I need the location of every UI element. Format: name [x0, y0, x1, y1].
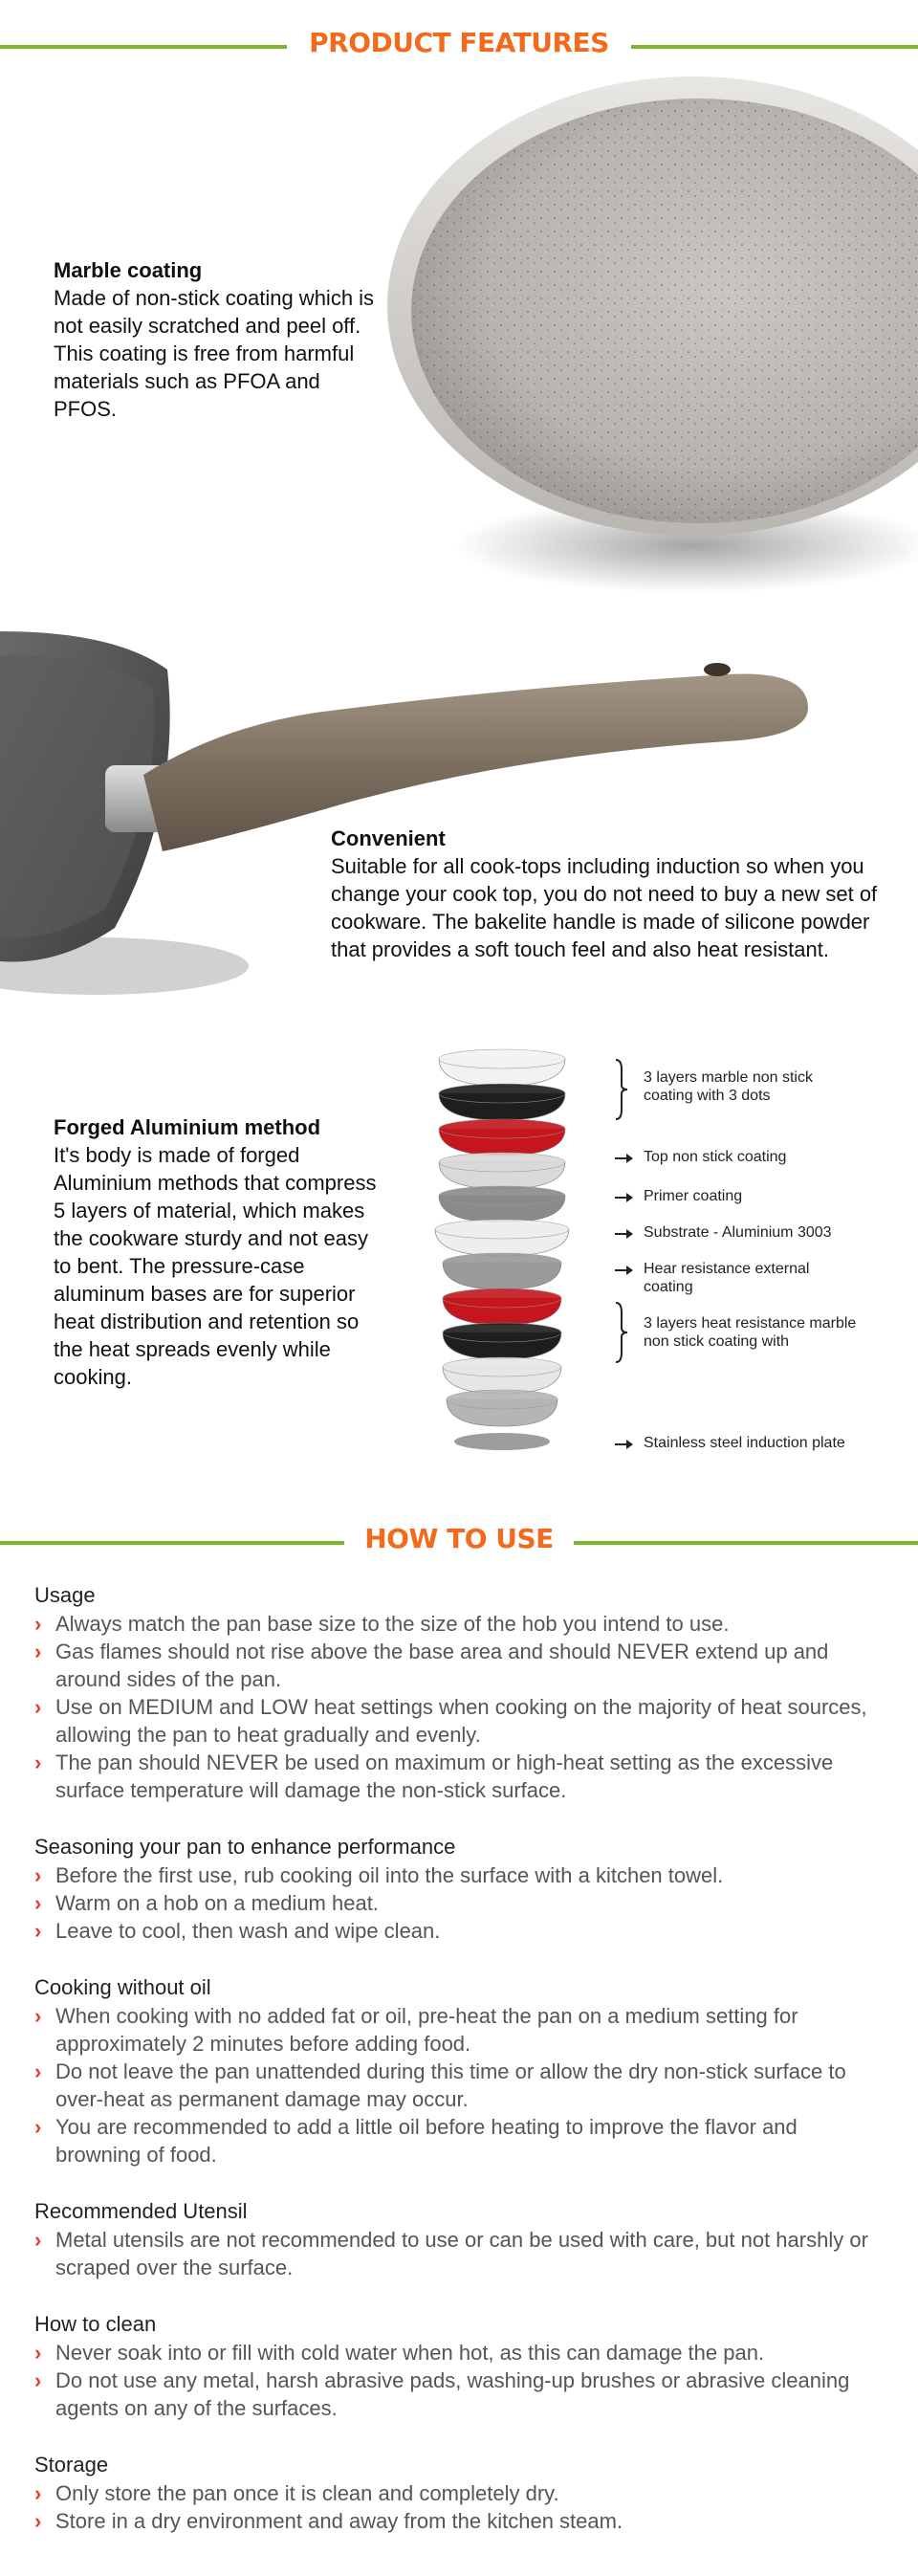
how-to-use-header	[0, 1523, 918, 1561]
arrow-icon	[615, 1157, 632, 1159]
layer-label-marble-bottom: 3 layers heat resistance marble non stick coating with	[644, 1315, 857, 1350]
chevron-right-icon: ›	[34, 2115, 42, 2139]
instruction-list	[34, 2479, 876, 2535]
feature-description: It's body is made of forged Aluminium methods that compress 5 layers of material, which makes the cookware sturdy and not easy to bent. The pressure-case aluminum bases are for superior heat distribution and retention so the heat spreads evenly while cooking.	[54, 1143, 377, 1389]
layer-label-marble-top: 3 layers marble non stick coating with 3 dots	[644, 1069, 813, 1104]
chevron-right-icon: ›	[34, 2059, 42, 2083]
chevron-right-icon: ›	[34, 1612, 42, 1636]
feature-title: Forged Aluminium method	[54, 1115, 321, 1139]
group-title: Cooking without oil	[34, 1975, 211, 1999]
feature-convenient	[331, 825, 905, 963]
coating-layer	[443, 1357, 561, 1394]
product-features-header	[0, 27, 918, 65]
coating-layer	[439, 1153, 565, 1189]
bracket-icon	[614, 1301, 629, 1364]
instruction-item	[34, 2113, 876, 2169]
chevron-right-icon: ›	[34, 2509, 42, 2533]
section-title: PRODUCT FEATURES	[309, 27, 609, 58]
layer-stack-diagram	[421, 1038, 583, 1459]
induction-plate	[454, 1433, 550, 1450]
instruction-text: When cooking with no added fat or oil, pre-heat the pan on a medium setting for approximately 2 minutes before adding food.	[55, 2004, 798, 2056]
instruction-item	[34, 1693, 876, 1749]
instruction-item	[34, 2002, 876, 2058]
howto-group	[34, 1581, 876, 1804]
instruction-text: Leave to cool, then wash and wipe clean.	[55, 1919, 441, 1943]
instruction-text: Do not leave the pan unattended during this time or allow the dry non-stick surface to over-heat as permanent damage may occur.	[55, 2059, 846, 2111]
instruction-text: Before the first use, rub cooking oil into the surface with a kitchen towel.	[55, 1863, 724, 1887]
pan-interior-image	[378, 67, 918, 622]
feature-description: Suitable for all cook-tops including induction so when you change your cook top, you do not need to buy a new set of cookware. The bakelite handle is made of silicone powder that provides a soft touch feel and also heat resistant.	[331, 854, 878, 961]
instruction-text: The pan should NEVER be used on maximum or high-heat setting as the excessive surface temperature will damage the non-stick surface.	[55, 1750, 834, 1802]
instruction-list	[34, 1861, 876, 1945]
arrow-icon	[615, 1443, 632, 1445]
coating-layer	[439, 1084, 565, 1120]
chevron-right-icon: ›	[34, 2004, 42, 2028]
chevron-right-icon: ›	[34, 2481, 42, 2505]
instruction-text: Store in a dry environment and away from the kitchen steam.	[55, 2509, 623, 2533]
group-title: Usage	[34, 1583, 96, 1607]
feature-title: Convenient	[331, 826, 446, 850]
instruction-item	[34, 1638, 876, 1693]
group-title: How to clean	[34, 2312, 157, 2336]
instruction-text: Warm on a hob on a medium heat.	[55, 1891, 379, 1915]
chevron-right-icon: ›	[34, 2368, 42, 2392]
coating-layer	[439, 1186, 565, 1222]
coating-layer	[439, 1119, 565, 1156]
instruction-text: Metal utensils are not recommended to use or can be used with care, but not harshly or scraped over the surface.	[55, 2228, 868, 2279]
instruction-item	[34, 2367, 876, 2422]
layer-label-external-coating: Hear resistance external coating	[644, 1261, 810, 1295]
layer-label-top-coating: Top non stick coating	[644, 1149, 787, 1165]
chevron-right-icon: ›	[34, 2228, 42, 2252]
arrow-icon	[615, 1233, 632, 1235]
feature-forged-aluminium	[54, 1113, 379, 1391]
instruction-item	[34, 2479, 876, 2507]
instruction-text: Gas flames should not rise above the base area and should NEVER extend up and around sides of the pan.	[55, 1640, 829, 1691]
instruction-item	[34, 1889, 876, 1917]
instruction-list	[34, 2339, 876, 2422]
instruction-item	[34, 1917, 876, 1945]
howto-group	[34, 2451, 876, 2535]
instruction-text: Never soak into or fill with cold water when hot, as this can damage the pan.	[55, 2341, 765, 2365]
coating-layer	[443, 1288, 561, 1325]
chevron-right-icon: ›	[34, 1919, 42, 1943]
chevron-right-icon: ›	[34, 1640, 42, 1663]
coating-layer	[439, 1049, 565, 1086]
howto-group	[34, 1833, 876, 1945]
section-title: HOW TO USE	[364, 1523, 554, 1554]
howto-group	[34, 2197, 876, 2281]
instruction-text: Do not use any metal, harsh abrasive pads, washing-up brushes or abrasive cleaning agents on any of the surfaces.	[55, 2368, 850, 2420]
instruction-item	[34, 2339, 876, 2367]
chevron-right-icon: ›	[34, 2341, 42, 2365]
how-to-use-content	[34, 1581, 876, 2564]
instruction-text: Only store the pan once it is clean and completely dry.	[55, 2481, 559, 2505]
instruction-item	[34, 2058, 876, 2113]
coating-layer	[443, 1253, 561, 1289]
instruction-list	[34, 2002, 876, 2169]
feature-title: Marble coating	[54, 258, 203, 282]
feature-marble-coating	[54, 256, 388, 423]
chevron-right-icon: ›	[34, 1750, 42, 1774]
chevron-right-icon: ›	[34, 1891, 42, 1915]
instruction-text: You are recommended to add a little oil before heating to improve the flavor and browning of food.	[55, 2115, 798, 2167]
coating-layer	[447, 1390, 557, 1426]
coating-layer	[443, 1323, 561, 1359]
layer-label-induction-plate: Stainless steel induction plate	[644, 1435, 845, 1451]
feature-description: Made of non-stick coating which is not easily scratched and peel off. This coating is free from harmful materials such as PFOA and PFOS.	[54, 286, 375, 421]
bracket-icon	[614, 1058, 629, 1121]
instruction-item	[34, 1749, 876, 1804]
layer-label-substrate: Substrate - Aluminium 3003	[644, 1224, 832, 1241]
instruction-item	[34, 2507, 876, 2535]
instruction-item	[34, 1610, 876, 1638]
arrow-icon	[615, 1197, 632, 1199]
instruction-item	[34, 2226, 876, 2281]
instruction-list	[34, 1610, 876, 1804]
layer-label-primer: Primer coating	[644, 1188, 743, 1204]
chevron-right-icon: ›	[34, 1863, 42, 1887]
instruction-item	[34, 1861, 876, 1889]
arrow-icon	[615, 1269, 632, 1271]
instruction-text: Use on MEDIUM and LOW heat settings when cooking on the majority of heat sources, allowing the pan to heat gradually and evenly.	[55, 1695, 867, 1747]
group-title: Recommended Utensil	[34, 2199, 248, 2223]
instruction-text: Always match the pan base size to the size of the hob you intend to use.	[55, 1612, 730, 1636]
coating-layer	[435, 1220, 569, 1256]
howto-group	[34, 1973, 876, 2169]
chevron-right-icon: ›	[34, 1695, 42, 1719]
howto-group	[34, 2310, 876, 2422]
instruction-list	[34, 2226, 876, 2281]
group-title: Seasoning your pan to enhance performance	[34, 1835, 456, 1859]
group-title: Storage	[34, 2453, 109, 2477]
